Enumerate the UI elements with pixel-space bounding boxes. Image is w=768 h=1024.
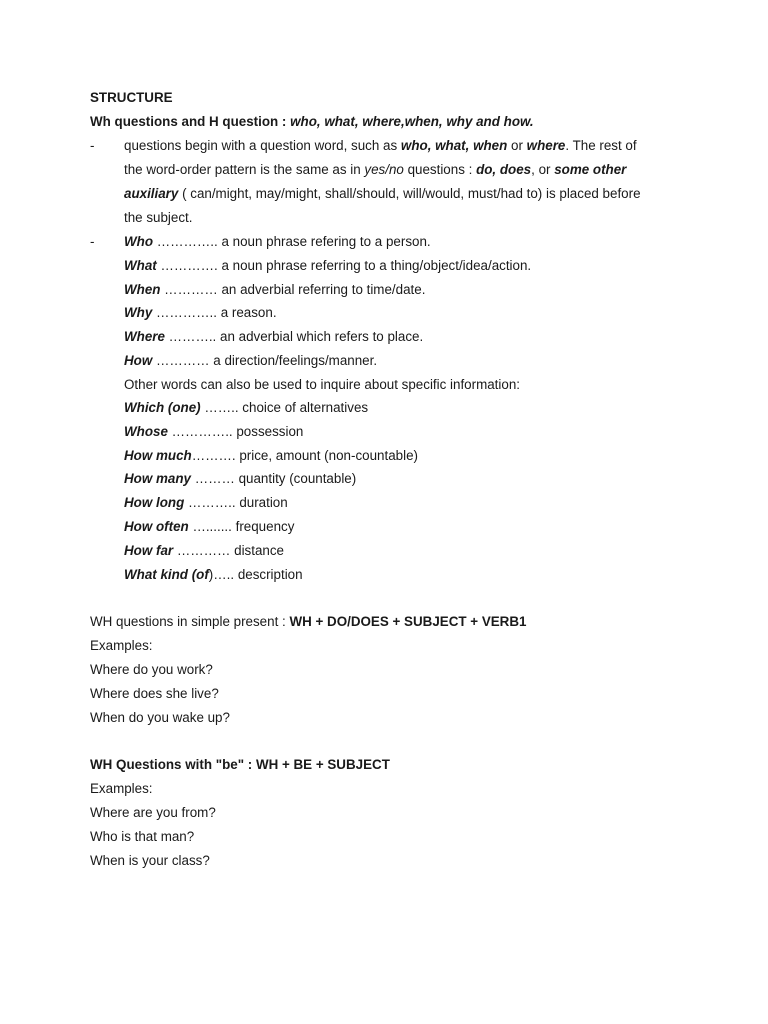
other-words-term: How many — [124, 471, 191, 487]
wh-list-item — [124, 234, 431, 250]
other-words-dots: ……….. — [184, 495, 236, 511]
wh-list-item — [124, 329, 423, 345]
other-words-description: quantity (countable) — [234, 471, 357, 487]
intro-line-2 — [124, 162, 626, 178]
intro-emphasis: do, does — [476, 162, 532, 177]
other-words-item — [124, 495, 288, 511]
wh-list-dash: - — [90, 234, 95, 249]
other-words-dots: ………… — [173, 542, 231, 558]
wh-list-description: a reason. — [217, 305, 277, 321]
other-words-term: What kind (of — [124, 566, 209, 582]
intro-text: , or — [531, 162, 555, 177]
intro-text: questions : — [403, 162, 477, 177]
wh-list-dots: ……….. — [164, 329, 217, 345]
other-words-item — [124, 448, 418, 464]
simple-present-formula: WH + DO/DOES + SUBJECT + VERB1 — [289, 614, 527, 629]
wh-list-dots: ………….. — [153, 234, 218, 249]
other-words-dots: ………….. — [167, 423, 233, 439]
other-words-dots: ………. — [191, 447, 236, 463]
wh-list-term: How — [124, 353, 153, 368]
intro-emphasis: auxiliary — [124, 186, 179, 201]
simple-present-formula-line — [90, 614, 526, 630]
wh-list-description: a noun phrase referring to a thing/object/idea/action. — [217, 257, 532, 273]
other-words-item — [124, 519, 294, 535]
wh-list-term: Where — [124, 329, 165, 345]
intro-line-1 — [124, 138, 637, 154]
other-words-intro: Other words can also be used to inquire about specific information: — [124, 377, 520, 392]
other-words-item — [124, 400, 368, 416]
simple-present-examples-label: Examples: — [90, 638, 153, 653]
intro-text: ( can/might, may/might, shall/should, will/would, must/had to) is placed before — [178, 186, 641, 201]
intro-text: or — [507, 138, 527, 153]
intro-line-3 — [124, 186, 641, 202]
other-words-term: Whose — [124, 423, 168, 439]
other-words-description: description — [234, 566, 303, 582]
wh-list-item — [124, 305, 277, 321]
intro-text: questions begin with a question word, such as — [124, 138, 401, 153]
intro-emphasis: some other — [554, 162, 627, 177]
wh-list-description: an adverbial which refers to place. — [216, 329, 424, 345]
other-words-dots: )….. — [208, 566, 235, 582]
wh-list-item — [124, 258, 531, 274]
other-words-term: How often — [124, 519, 189, 534]
other-words-item — [124, 471, 356, 487]
wh-list-description: an adverbial referring to time/date. — [217, 281, 426, 297]
wh-list-description: a noun phrase refering to a person. — [217, 234, 431, 249]
subheading — [90, 114, 534, 130]
wh-list-dots: …………. — [156, 257, 218, 273]
other-words-description: price, amount (non-countable) — [235, 447, 418, 463]
wh-list-dots: ………… — [152, 353, 210, 368]
other-words-description: frequency — [231, 519, 295, 534]
wh-list-dots: ………….. — [152, 305, 217, 321]
other-words-item — [124, 543, 284, 559]
subheading-words: who, what, where,when, why and how. — [290, 114, 534, 129]
heading: STRUCTURE — [90, 90, 173, 105]
other-words-item — [124, 424, 303, 440]
intro-dash: - — [90, 138, 95, 153]
other-words-description: duration — [235, 495, 288, 511]
other-words-term: How far — [124, 542, 174, 558]
wh-list-term: Why — [124, 305, 153, 321]
simple-present-example: Where do you work? — [90, 662, 213, 677]
intro-emphasis: who, what, when — [400, 138, 508, 153]
with-be-example: Who is that man? — [90, 829, 195, 844]
other-words-dots: …….. — [200, 400, 239, 415]
with-be-example: Where are you from? — [90, 805, 216, 820]
other-words-term: How much — [124, 447, 192, 463]
intro-text: the word-order pattern is the same as in — [124, 162, 365, 177]
wh-list-item — [124, 353, 377, 369]
wh-list-term: Who — [124, 234, 153, 249]
subheading-lead: Wh questions and H question : — [90, 114, 291, 129]
wh-list-item — [124, 282, 425, 298]
intro-text: . The rest of — [565, 138, 637, 153]
with-be-examples-label: Examples: — [90, 781, 153, 796]
other-words-description: choice of alternatives — [238, 400, 369, 415]
wh-list-term: When — [124, 281, 161, 297]
intro-italic: yes/no — [364, 162, 404, 177]
other-words-term: How long — [124, 495, 185, 511]
wh-list-description: a direction/feelings/manner. — [209, 353, 378, 368]
with-be-example: When is your class? — [90, 853, 210, 868]
other-words-dots: …....... — [188, 519, 232, 534]
simple-present-example: When do you wake up? — [90, 710, 230, 725]
wh-list-term: What — [124, 257, 157, 273]
other-words-term: Which (one) — [124, 400, 201, 415]
intro-emphasis: where — [526, 138, 566, 153]
intro-line-4: the subject. — [124, 210, 193, 225]
other-words-item — [124, 567, 303, 583]
other-words-description: possession — [232, 423, 304, 439]
wh-list-dots: ………… — [160, 281, 218, 297]
with-be-formula: WH Questions with "be" : WH + BE + SUBJECT — [90, 757, 390, 772]
simple-present-lead: WH questions in simple present : — [90, 614, 290, 629]
simple-present-example: Where does she live? — [90, 686, 219, 701]
other-words-dots: ……… — [190, 471, 235, 487]
other-words-description: distance — [230, 542, 285, 558]
